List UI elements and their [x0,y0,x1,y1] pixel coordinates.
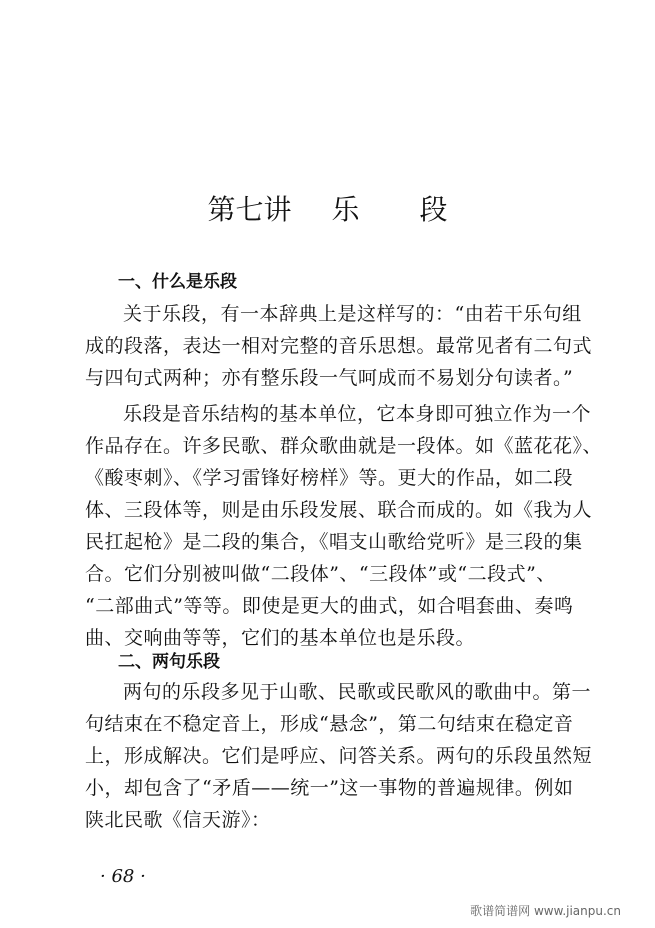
text-line: 陕北民歌《信天游》： [85,809,271,831]
text-line: 与四句式两种；亦有整乐段一气呵成而不易划分句读者。” [85,367,574,389]
chapter-number: 第七讲 [207,193,292,226]
chapter-title-char-2: 段 [419,193,448,226]
text-line: 关于乐段，有一本辞典上是这样写的：“由若干乐句组 [123,303,582,325]
text-line: “二部曲式”等等。即使是更大的曲式，如合唱套曲、奏鸣 [85,595,574,617]
site-watermark: 歌谱简谱网 www.jianpu.cn [470,904,621,918]
text-line: 作品存在。许多民歌、群众歌曲就是一段体。如《蓝花花》、 [85,435,603,457]
text-line: 《酸枣刺》、《学习雷锋好榜样》等。更大的作品，如二段 [85,467,574,489]
text-line: 民扛起枪》是二段的集合，《唱支山歌给党听》是三段的集 [85,531,583,553]
section-heading-1: 一、什么是乐段 [118,272,237,292]
text-line: 小，却包含了“矛盾——统一”这一事物的普遍规律。例如 [85,777,574,799]
section1-paragraph-1 [85,298,593,394]
text-line: 体、三段体等，则是由乐段发展、联合而成的。如《我为人 [85,499,593,521]
page-number: · 68 · [100,866,146,887]
section1-paragraph-2 [85,398,603,654]
text-line: 上，形成解决。它们是呼应、问答关系。两句的乐段虽然短 [85,745,593,767]
text-line: 合。它们分别被叫做“二段体”、“三段体”或“二段式”、 [85,563,556,585]
text-line: 两句的乐段多见于山歌、民歌或民歌风的歌曲中。第一 [123,681,592,703]
text-line: 句结束在不稳定音上，形成“悬念”，第二句结束在稳定音 [85,713,574,735]
section2-paragraph-1 [85,676,593,836]
text-line: 乐段是音乐结构的基本单位，它本身即可独立作为一个 [123,403,592,425]
text-line: 成的段落，表达一相对完整的音乐思想。最常见者有二句式 [85,335,593,357]
chapter-title [0,190,655,230]
text-line: 曲、交响曲等等，它们的基本单位也是乐段。 [85,627,476,649]
section-heading-2: 二、两句乐段 [118,652,220,672]
chapter-title-char-1: 乐 [331,193,360,226]
